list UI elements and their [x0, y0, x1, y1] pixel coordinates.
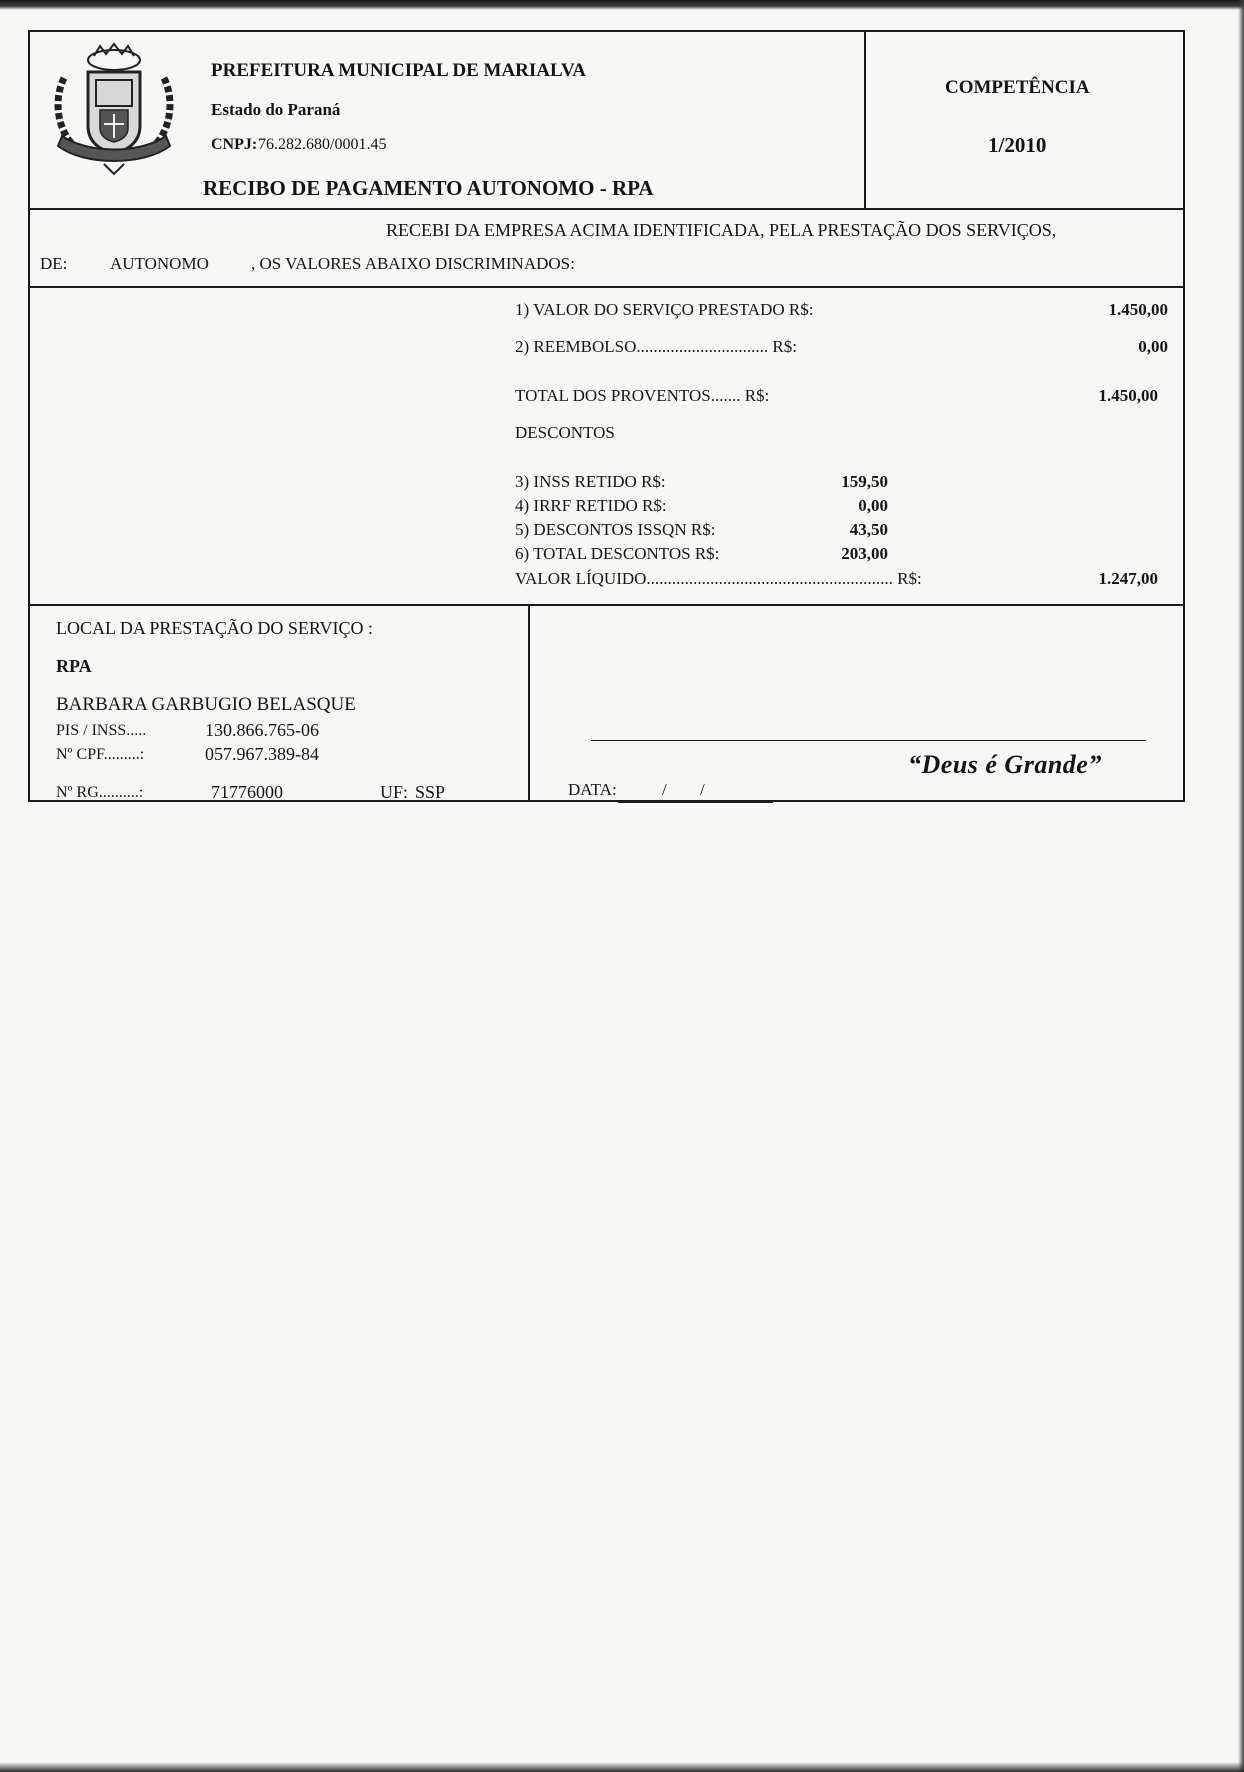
coat-of-arms-icon: [44, 38, 184, 178]
competencia-label: COMPETÊNCIA: [945, 77, 1090, 98]
org-name: PREFEITURA MUNICIPAL DE MARIALVA: [211, 60, 586, 81]
deduction-label: 4) IRRF RETIDO R$:: [515, 496, 667, 515]
scan-edge-right: [1238, 0, 1244, 1772]
statement-divider: [28, 286, 1185, 288]
servico-value: 1.450,00: [1108, 300, 1168, 319]
cnpj-value: 76.282.680/0001.45: [258, 136, 387, 153]
date-separator: /: [700, 780, 705, 799]
deduction-value: 159,50: [841, 472, 888, 491]
provider-name: BARBARA GARBUGIO BELASQUE: [56, 694, 356, 715]
date-blank: [618, 802, 773, 803]
total-proventos-label: TOTAL DOS PROVENTOS....... R$:: [515, 386, 770, 405]
de-label: DE:: [40, 254, 68, 273]
frame-left: [28, 30, 30, 802]
competencia-value: 1/2010: [988, 133, 1047, 157]
header-divider: [28, 208, 1185, 210]
provider-divider: [528, 605, 530, 802]
total-proventos-value: 1.450,00: [1098, 386, 1158, 405]
deduction-value: 0,00: [858, 496, 888, 515]
statement-line: RECEBI DA EMPRESA ACIMA IDENTIFICADA, PELA PRESTAÇÃO DOS SERVIÇOS,: [386, 220, 1057, 240]
values-divider: [28, 604, 1185, 606]
frame-top: [28, 30, 1185, 32]
cpf-value: 057.967.389-84: [205, 744, 319, 764]
uf-value: SSP: [415, 782, 446, 802]
pis-value: 130.866.765-06: [205, 720, 319, 740]
deduction-value: 203,00: [841, 544, 888, 563]
pis-label: PIS / INSS.....: [56, 722, 147, 739]
deduction-label: 5) DESCONTOS ISSQN R$:: [515, 520, 716, 539]
motto-stamp: “Deus é Grande”: [908, 750, 1102, 779]
deduction-label: 3) INSS RETIDO R$:: [515, 472, 666, 491]
org-state: Estado do Paraná: [211, 100, 341, 119]
document-title: RECIBO DE PAGAMENTO AUTONOMO - RPA: [203, 176, 654, 200]
date-separator: /: [662, 780, 667, 799]
frame-right: [1183, 30, 1185, 802]
data-label: DATA:: [568, 780, 617, 799]
servico-label: 1) VALOR DO SERVIÇO PRESTADO R$:: [515, 300, 814, 319]
cpf-label: Nº CPF.........:: [56, 746, 145, 763]
uf-label: UF:: [380, 782, 409, 802]
deduction-value: 43,50: [849, 520, 888, 539]
scan-edge-top: [0, 0, 1244, 10]
signature-line: [591, 740, 1146, 741]
statement-suffix: , OS VALORES ABAIXO DISCRIMINADOS:: [251, 254, 575, 273]
deduction-label: 6) TOTAL DESCONTOS R$:: [515, 544, 720, 563]
cnpj-label: CNPJ:: [211, 136, 258, 153]
local-value: RPA: [56, 656, 92, 676]
rpa-receipt: [28, 30, 1185, 800]
rg-value: 71776000: [211, 782, 283, 802]
reembolso-value: 0,00: [1138, 337, 1168, 356]
local-label: LOCAL DA PRESTAÇÃO DO SERVIÇO :: [56, 618, 373, 638]
rg-label: Nº RG..........:: [56, 784, 144, 801]
descontos-header: DESCONTOS: [515, 423, 615, 442]
competencia-divider: [864, 30, 866, 209]
liquido-value: 1.247,00: [1098, 569, 1158, 588]
de-value: AUTONOMO: [110, 254, 209, 273]
frame-bottom: [28, 800, 1185, 802]
liquido-label: VALOR LÍQUIDO.......................................................... R$:: [515, 569, 922, 588]
scan-edge-bottom: [0, 1762, 1244, 1772]
reembolso-label: 2) REEMBOLSO............................... R$:: [515, 337, 797, 356]
